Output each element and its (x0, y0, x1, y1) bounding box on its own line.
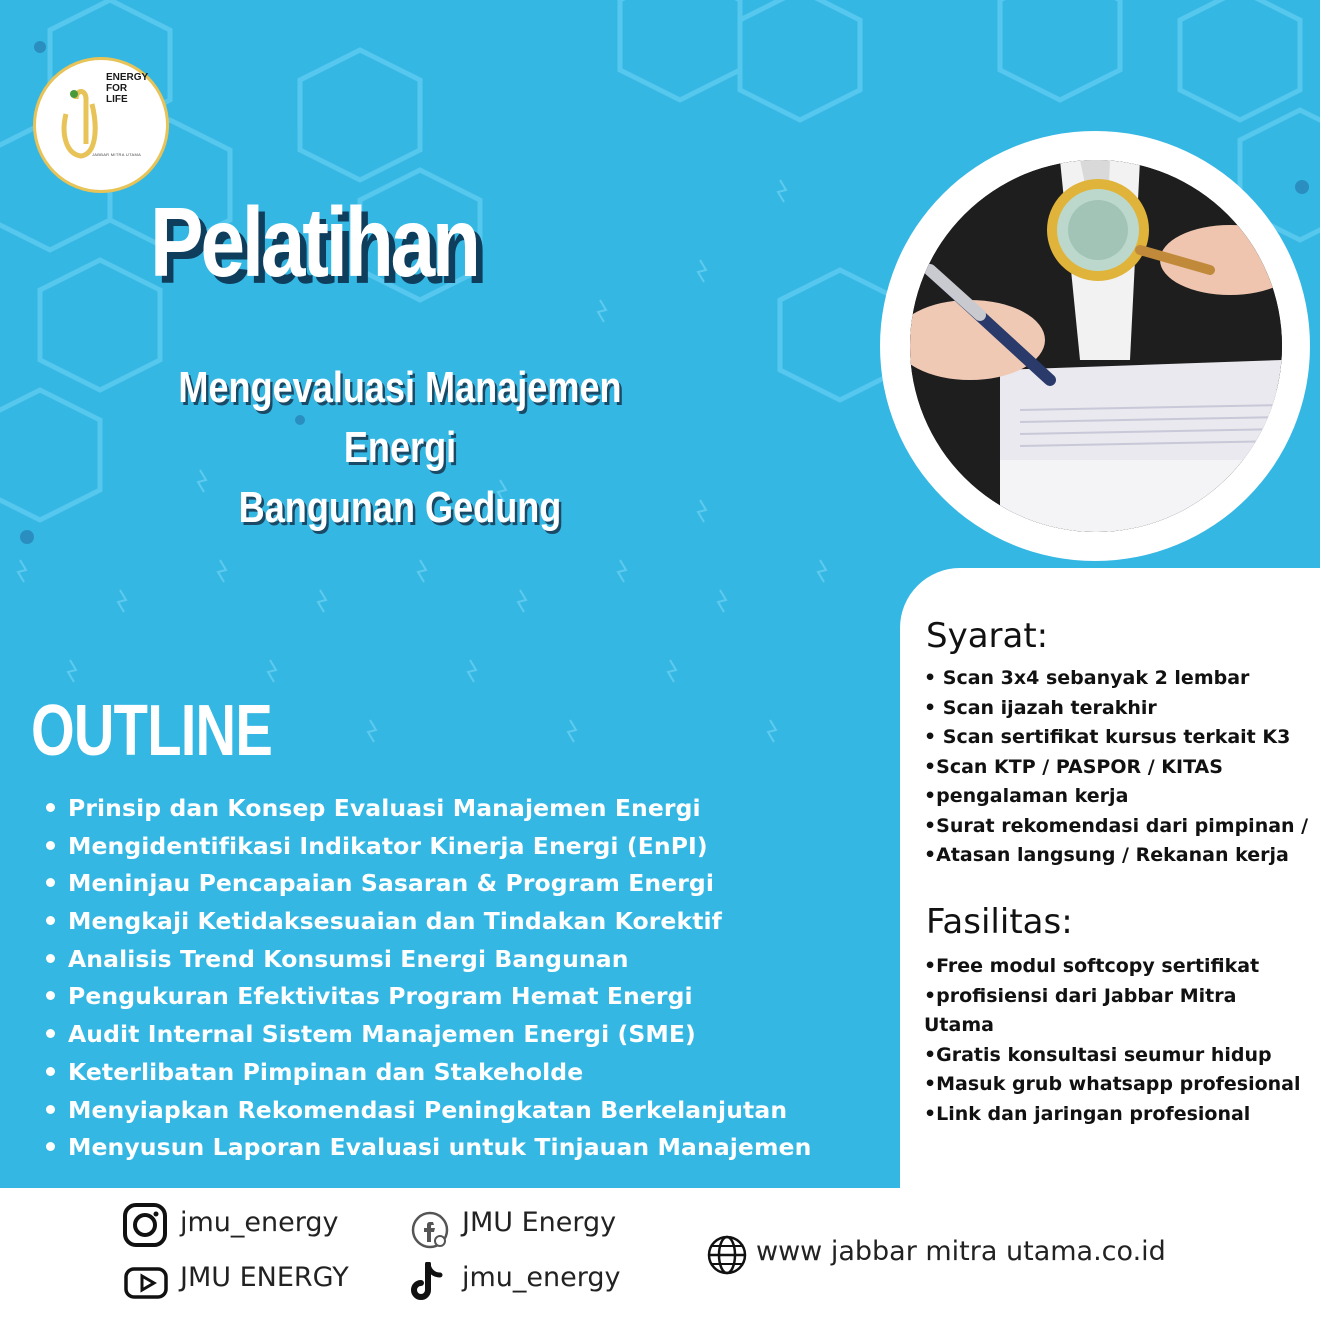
facebook-icon[interactable] (410, 1210, 450, 1250)
syarat-item: •Atasan langsung / Rekanan kerja (924, 844, 1289, 866)
bullet-icon (46, 1029, 55, 1038)
magnifier-document-photo (910, 160, 1282, 532)
subtitle-line-2: Bangunan Gedung (238, 483, 562, 532)
bullet-icon (46, 878, 55, 887)
fasilitas-item: •Masuk grub whatsapp profesional (924, 1073, 1301, 1095)
fasilitas-item: •Link dan jaringan profesional (924, 1102, 1251, 1125)
youtube-channel[interactable]: JMU ENERGY (180, 1262, 349, 1293)
tiktok-icon[interactable] (410, 1262, 446, 1306)
bullet-icon (46, 991, 55, 1000)
syarat-item: •pengalaman kerja (924, 785, 1129, 807)
fasilitas-item: •profisiensi dari Jabbar Mitra Utama (924, 984, 1237, 1036)
bullet-icon (46, 954, 55, 963)
facebook-page[interactable]: JMU Energy (462, 1207, 617, 1238)
website-link[interactable]: www jabbar mitra utama.co.id (756, 1236, 1166, 1267)
bullet-icon (46, 916, 55, 925)
bullet-icon (46, 1067, 55, 1076)
outline-item: Menyiapkan Rekomendasi Peningkatan Berkelanjutan (46, 1092, 811, 1130)
headline-title: Pelatihan (150, 187, 478, 297)
fasilitas-item: •Free modul softcopy sertifikat (924, 955, 1260, 977)
outline-heading: OUTLINE (31, 691, 273, 771)
outline-item: Meninjau Pencapaian Sasaran & Program Energi (46, 865, 811, 903)
outline-item: Menyusun Laporan Evaluasi untuk Tinjauan Manajemen (46, 1129, 811, 1167)
fasilitas-list (924, 952, 1304, 1129)
bullet-icon (46, 841, 55, 850)
headline-subtitle (121, 358, 679, 538)
syarat-item: •Surat rekomendasi dari pimpinan / (924, 814, 1309, 837)
bullet-icon (46, 803, 55, 812)
instagram-icon[interactable] (122, 1202, 168, 1248)
logo-tagline: JABBAR MITRA UTAMA (92, 152, 142, 157)
requirements-panel (900, 568, 1320, 1188)
syarat-heading: Syarat: (926, 616, 1049, 656)
syarat-item: • Scan sertifikat kursus terkait K3 (924, 726, 1291, 748)
syarat-item: •Scan KTP / PASPOR / KITAS (924, 755, 1223, 778)
logo-wordmark: ENERGY FOR LIFE (106, 72, 149, 105)
fasilitas-item: •Gratis konsultasi seumur hidup (924, 1043, 1272, 1066)
fasilitas-heading: Fasilitas: (926, 902, 1073, 942)
youtube-icon[interactable] (124, 1266, 168, 1300)
company-logo (33, 57, 169, 193)
bullet-icon (46, 1142, 55, 1151)
syarat-list (924, 664, 1308, 871)
outline-item: Mengkaji Ketidaksesuaian dan Tindakan Korektif (46, 903, 811, 941)
outline-item: Mengidentifikasi Indikator Kinerja Energi (EnPI) (46, 828, 811, 866)
tiktok-handle[interactable]: jmu_energy (462, 1262, 621, 1293)
outline-item: Audit Internal Sistem Manajemen Energi (SME) (46, 1016, 811, 1054)
syarat-item: • Scan ijazah terakhir (924, 696, 1157, 719)
instagram-handle[interactable]: jmu_energy (180, 1207, 339, 1238)
outline-list (46, 790, 811, 1167)
syarat-item: • Scan 3x4 sebanyak 2 lembar (924, 667, 1250, 689)
globe-icon[interactable] (706, 1234, 748, 1276)
bullet-icon (46, 1105, 55, 1114)
outline-item: Keterlibatan Pimpinan dan Stakeholde (46, 1054, 811, 1092)
subtitle-line-1: Mengevaluasi Manajemen Energi (178, 363, 622, 472)
outline-item: Pengukuran Efektivitas Program Hemat Energi (46, 978, 811, 1016)
outline-item: Analisis Trend Konsumsi Energi Bangunan (46, 941, 811, 979)
outline-item: Prinsip dan Konsep Evaluasi Manajemen Energi (46, 790, 811, 828)
